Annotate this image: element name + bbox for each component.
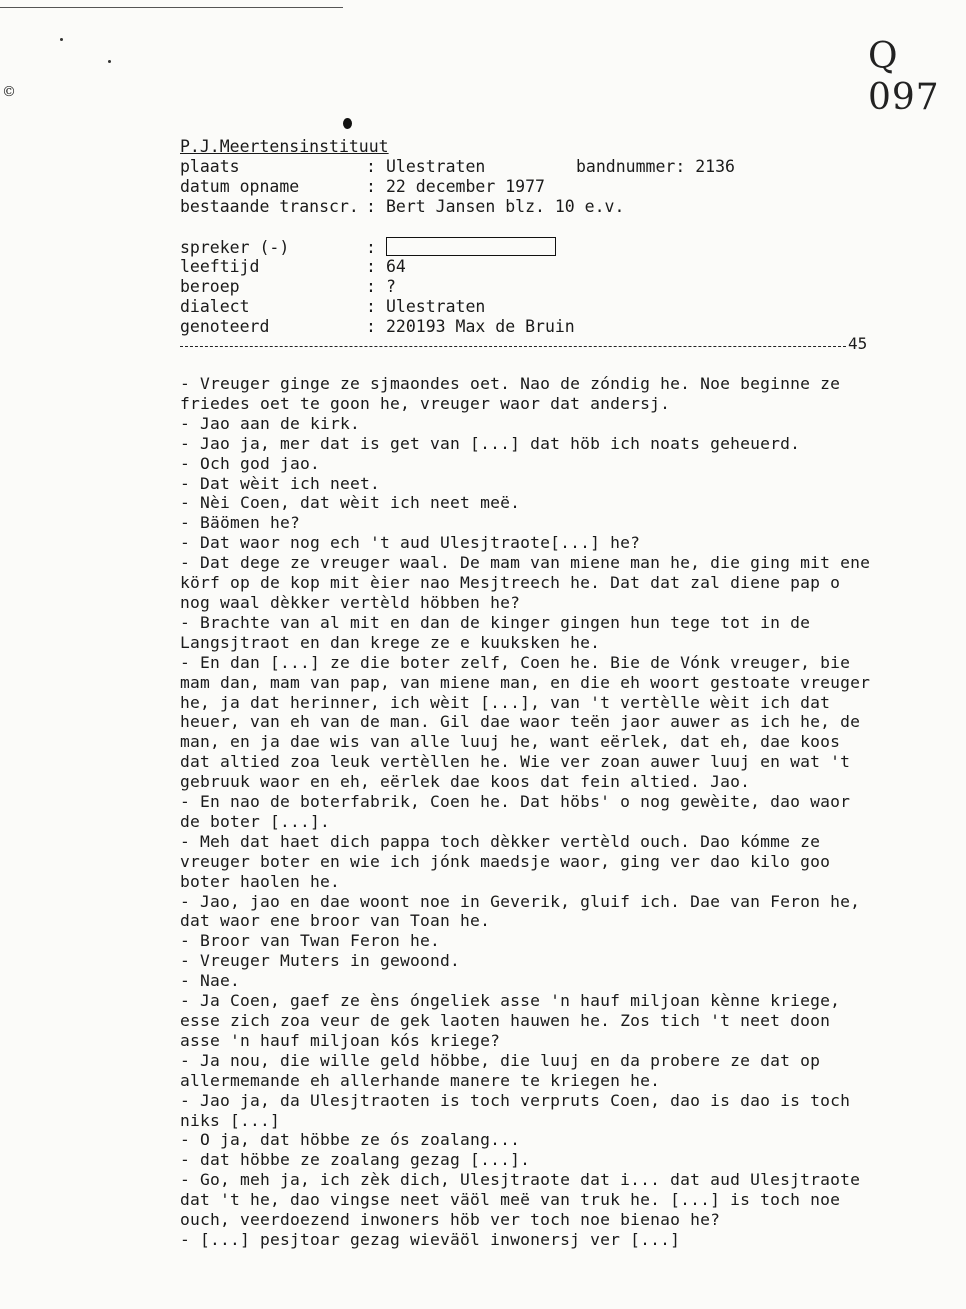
field-bestaande-transcr: bestaande transcr. : Bert Jansen blz. 10 e.v.: [180, 197, 625, 216]
field-label: spreker (-): [180, 238, 290, 257]
page-number: 45: [848, 334, 868, 353]
top-rule: [0, 7, 343, 8]
field-dialect: dialect : Ulestraten: [180, 297, 486, 316]
utterance: - Jao, jao en dae woont noe in Geverik, gluif ich. Dae van Feron he, dat waor ene broor van Toan he.: [180, 891, 871, 931]
field-label: bestaande transcr.: [180, 197, 359, 216]
field-label: dialect: [180, 297, 250, 316]
redacted-name-box: [386, 237, 556, 256]
field-beroep: beroep : ?: [180, 277, 396, 296]
utterance: - Ja nou, die wille geld höbbe, die luuj en da probere ze dat op allermemande eh allerhande manere te kriegen he.: [180, 1050, 831, 1090]
utterance: - Meh dat haet dich pappa toch dèkker vertèld ouch. Dao kómme ze vreuger boter en wie ich jónk maedsje waor, ging ver dao kilo goo boter haolen he.: [180, 831, 841, 891]
ink-speck: [60, 38, 63, 41]
utterance: - Vreuger ginge ze sjmaondes oet. Nao de zóndig he. Noe beginne ze friedes oet te goon he, vreuger waor dat andersj.: [180, 374, 851, 413]
separator-line: [180, 346, 846, 347]
field-value: 64: [386, 257, 406, 276]
utterance: - Ja Coen, gaef ze èns óngeliek asse 'n hauf miljoan kènne kriege, esse zich zoa veur de gek laoten hauwen he. Zos tich 't neet doon asse 'n hauf miljoan kós kriege?: [180, 991, 851, 1050]
utterance: - Bäömen he?: [180, 513, 301, 533]
utterance: - En nao de boterfabrik, Coen he. Dat höbs' o nog gewèite, dao waor de boter [...].: [180, 792, 861, 831]
utterance: - En dan [...] ze die boter zelf, Coen he. Bie de Vónk vreuger, bie mam dan, mam van pap, van miene man, en die eh woort gestoate vreuger he, ja dat herinner, ich wèit [...], van 't vertèlle wèit ich dat heuer, van eh van de man. Gil dae waor teën jaor auwer as ich he, de man, en ja dae wis van alle luuj he, want eërlek, dat eh, dae koos dat altied zoa leuk vertèllen he. Wie ver zoan auwer luuj en wat 't gebruuk waor en eh, eërlek dae koos dat fein altied. Jao.: [180, 652, 881, 792]
ink-dot: [343, 118, 352, 129]
field-label: plaats: [180, 157, 240, 176]
field-label: datum opname: [180, 177, 300, 196]
tape-label: bandnummer:: [576, 157, 686, 176]
utterance: - Broor van Twan Feron he.: [180, 931, 441, 951]
field-value: 22 december 1977: [386, 177, 545, 196]
utterance: - Dat dege ze vreuger waal. De mam van miene man he, die ging mit ene körf op de kop mit èier nao Mesjtreech he. Dat dat zal diene pap o nog waal dèkker vertèld höbben he?: [180, 553, 881, 612]
utterance: - Go, meh ja, ich zèk dich, Ulesjtraote dat i... dat aud Ulesjtraote dat 't he, dao vingse neet väöl meë van truk he. [...] is toch noe ouch, veerdoezend inwoners höb ver toch noe bienao he?: [180, 1170, 871, 1230]
institute-name: P.J.Meertensinstituut: [180, 137, 389, 156]
field-label: leeftijd: [180, 257, 260, 276]
field-leeftijd: leeftijd : 64: [180, 257, 406, 276]
field-datum-opname: datum opname : 22 december 1977: [180, 177, 545, 196]
utterance: - Dat waor nog ech 't aud Ulesjtraote[...] he?: [180, 533, 641, 553]
utterance: - Jao ja, da Ulesjtraoten is toch verpruts Coen, dao is dao is toch niks [...]: [180, 1090, 861, 1130]
utterance: - Jao aan de kirk.: [180, 413, 361, 433]
tape-number: [576, 157, 735, 177]
field-value: 220193 Max de Bruin: [386, 317, 575, 336]
ink-speck: [108, 60, 111, 63]
handwritten-archive-code: Q 097: [868, 36, 940, 118]
field-label: genoteerd: [180, 317, 270, 336]
utterance: - Nèi Coen, dat wèit ich neet meë.: [180, 493, 521, 513]
utterance: - Brachte van al mit en dan de kinger gingen hun tege tot in de Langsjtraot en dan krege ze e kuuksken he.: [180, 612, 821, 652]
field-value: Ulestraten: [386, 157, 486, 176]
field-genoteerd: genoteerd : 220193 Max de Bruin: [180, 317, 575, 336]
utterance: - Jao ja, mer dat is get van [...] dat höb ich noats geheuerd.: [180, 433, 801, 453]
transcript: [180, 374, 880, 1250]
field-value: Ulestraten: [386, 297, 486, 316]
field-spreker: spreker (-) :: [180, 237, 556, 258]
utterance: - Och god jao.: [180, 453, 321, 473]
utterance: - Nae.: [180, 971, 241, 991]
field-value: ?: [386, 277, 396, 296]
utterance: - Dat wèit ich neet.: [180, 473, 381, 493]
field-value: Bert Jansen blz. 10 e.v.: [386, 197, 625, 216]
utterance: - Vreuger Muters in gewoond.: [180, 951, 461, 971]
utterance: - dat höbbe ze zoalang gezag [...].: [180, 1150, 531, 1170]
utterance: - [...] pesjtoar gezag wieväöl inwonersj ver [...]: [180, 1229, 681, 1249]
tape-value: 2136: [695, 157, 735, 176]
margin-mark: ©: [2, 84, 16, 100]
utterance: - O ja, dat höbbe ze ós zoalang...: [180, 1130, 521, 1150]
field-plaats: plaats : Ulestraten: [180, 157, 486, 176]
field-label: beroep: [180, 277, 240, 296]
